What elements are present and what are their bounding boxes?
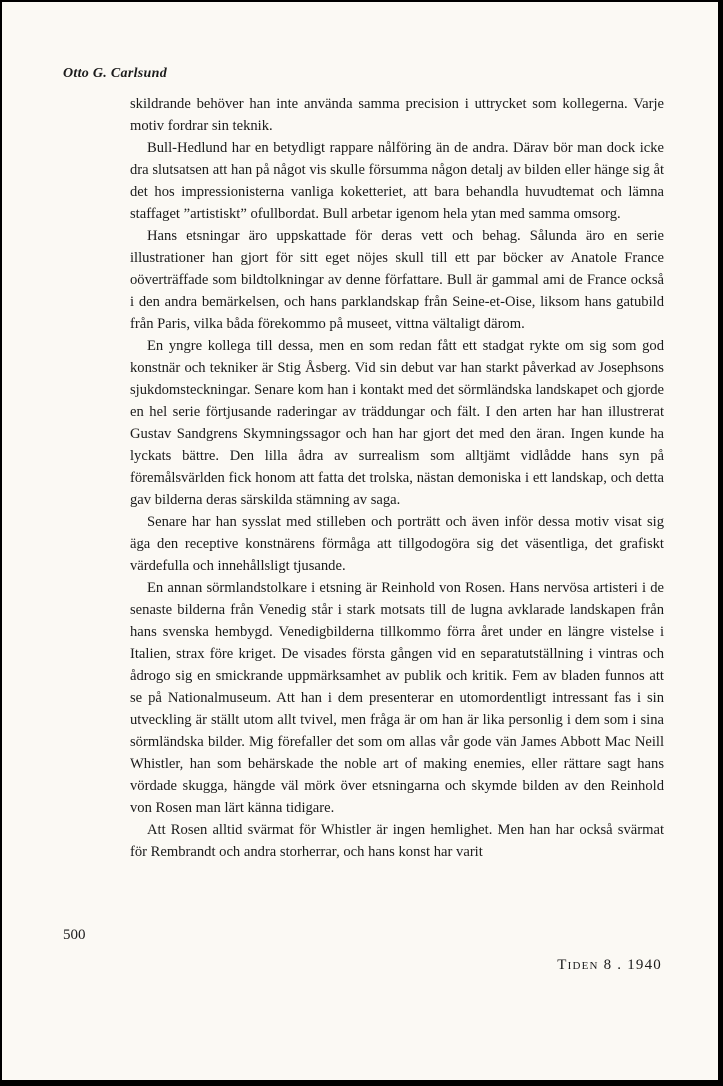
journal-footer: Tiden 8 . 1940 bbox=[557, 957, 662, 973]
paragraph: skildrande behöver han inte använda samma precision i uttrycket som kollegerna. Varje motiv fordrar sin teknik. bbox=[130, 96, 664, 134]
running-title: Otto G. Carlsund bbox=[63, 66, 167, 81]
paragraph: Bull-Hedlund har en betydligt rappare nålföring än de andra. Därav bör man dock icke dra slutsatsen att han på något vis skulle försumma någon detalj av bilden eller hänge sig åt det hos impressionisterna vanliga koketteriet, att bara behandla huvudtemat och lämna staffaget ”artistiskt” ofullbordat. Bull arbetar igenom hela ytan med samma omsorg. bbox=[130, 140, 664, 222]
paragraph: Hans etsningar äro uppskattade för deras vett och behag. Sålunda äro en serie illustrationer han gjort för sitt eget nöjes skull till ett par böcker av Anatole France oöverträffade som bildtolkningar av denne författare. Bull är gammal ami de France också i den andra bemärkelsen, och hans parklandskap från Seine-et-Oise, liksom hans gatubild från Paris, vilka båda förekommo på museet, vittna vältaligt därom. bbox=[130, 228, 664, 332]
paragraph: Att Rosen alltid svärmat för Whistler är ingen hemlighet. Men han har också svärmat för Rembrandt och andra storherrar, och hans konst har varit bbox=[130, 822, 664, 860]
paragraph: Senare har han sysslat med stilleben och porträtt och även inför dessa motiv visat sig äga den receptive konstnärens förmåga att tillgodogöra sig det väsentliga, det grafiskt värdefulla och innehållsligt tjusande. bbox=[130, 514, 664, 574]
document-page bbox=[2, 2, 718, 1080]
paragraph: En yngre kollega till dessa, men en som redan fått ett stadgat rykte om sig som god konstnär och tekniker är Stig Åsberg. Vid sin debut var han starkt påverkad av Josephsons sjukdomsteckningar. Senare kom han i kontakt med det sörmländska landskapet och gjorde en hel serie förtjusande raderingar av träddungar och fält. I den arten har han illustrerat Gustav Sandgrens Skymningssagor och han har gjort det med den äran. Ingen kunde ha lyckats bättre. Den lilla ådra av surrealism som alltjämt vidlådde hans syn på föremålsvärlden fick honom att fatta det trolska, nästan demoniska i ett landskap, och detta gav bilderna deras särskilda stämning av saga. bbox=[130, 338, 664, 508]
article-body bbox=[130, 93, 664, 863]
page-number: 500 bbox=[63, 927, 86, 943]
paragraph: En annan sörmlandstolkare i etsning är Reinhold von Rosen. Hans nervösa artisteri i de senaste bilderna från Venedig står i stark motsats till de lugna avklarade landskapen från hans svenska hembygd. Venedigbilderna tillkommo förra året under en längre vistelse i Italien, strax före kriget. De visades första gången vid en separatutställning i vintras och ådrogo sig en smickrande uppmärksamhet av publik och kritik. Fem av bladen funnos att se på Nationalmuseum. Att han i dem presenterar en utomordentligt intressant fas i sin utveckling är ställt utom allt tvivel, men fråga är om han är lika personlig i dem som i sina sörmländska bilder. Mig förefaller det som om allas vår gode vän James Abbott Mac Neill Whistler, han som behärskade the noble art of making enemies, eller rättare sagt hans vördade skugga, hängde väl mörk över etsningarna och skymde bilden av den Reinhold von Rosen man lärt känna tidigare. bbox=[130, 580, 664, 816]
